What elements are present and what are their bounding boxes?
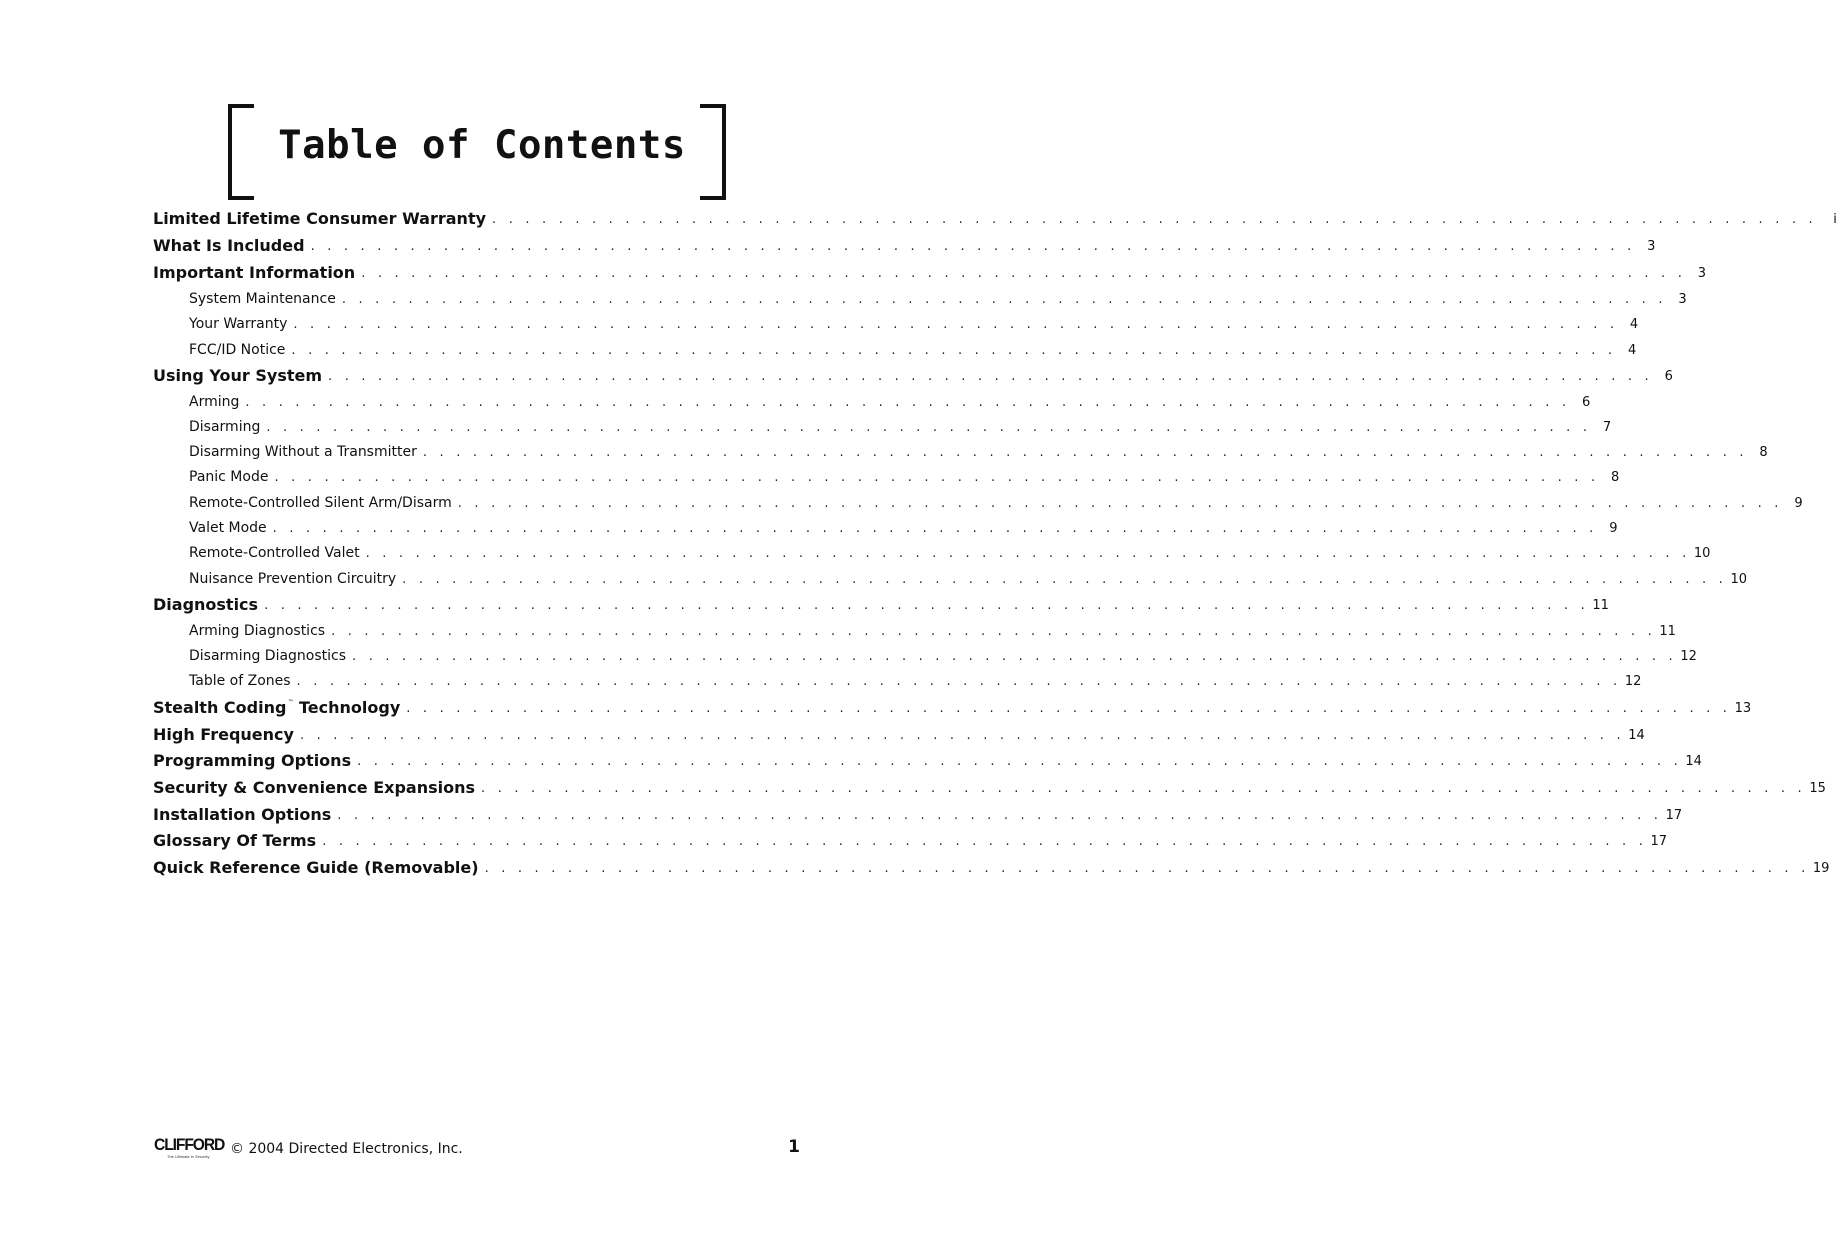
toc-entry-label <box>189 289 342 309</box>
toc-entry-title: Disarming Diagnostics <box>189 648 347 664</box>
title-block <box>228 104 726 198</box>
logo-wordmark: CLIFFORD <box>154 1135 225 1154</box>
toc-entry-label <box>153 831 322 851</box>
toc-entry-label <box>153 236 311 256</box>
toc-entry-label <box>189 493 458 513</box>
trademark-symbol: ™ <box>287 699 294 706</box>
right-bracket-decoration <box>700 104 726 200</box>
dot-leader: . . . . . . . . . . . . . . . . . . . . . . . . . . . . . . . . . . . . . . . . . . . . . . . . . . . . . . . . . . . . . . . . . . . . . . . . . . . . . . . . <box>291 343 1617 358</box>
toc-page-number: 14 <box>1628 728 1645 743</box>
clifford-logo <box>154 1135 225 1164</box>
dot-leader: . . . . . . . . . . . . . . . . . . . . . . . . . . . . . . . . . . . . . . . . . . . . . . . . . . . . . . . . . . . . . . . . . . . . . . . . . . . . . . . . <box>422 445 1748 460</box>
toc-entry-label <box>189 417 266 437</box>
toc-page-number: 12 <box>1680 649 1697 664</box>
toc-subentry <box>189 285 1687 309</box>
dot-leader: . . . . . . . . . . . . . . . . . . . . . . . . . . . . . . . . . . . . . . . . . . . . . . . . . . . . . . . . . . . . . . . . . . . . . . . . . . . . . . . . <box>361 266 1687 281</box>
toc-entry-title: FCC/ID Notice <box>189 342 286 358</box>
toc-entry-title-suffix: Technology <box>293 698 401 717</box>
toc-entry-label <box>189 646 352 666</box>
dot-leader: . . . . . . . . . . . . . . . . . . . . . . . . . . . . . . . . . . . . . . . . . . . . . . . . . . . . . . . . . . . . . . . . . . . . . . . . . . . . . . . . <box>293 317 1619 332</box>
toc-entry-label <box>153 366 328 386</box>
toc-entry-title: Panic Mode <box>189 469 269 485</box>
toc-entry <box>153 591 1609 615</box>
toc-entry-title: Programming Options <box>153 751 352 770</box>
toc-entry-label <box>189 314 293 334</box>
toc-entry-title: Your Warranty <box>189 316 288 332</box>
toc-entry <box>153 801 1683 825</box>
toc-page-number: 19 <box>1812 861 1830 876</box>
toc-entry-label <box>153 751 357 771</box>
copyright-notice: © 2004 Directed Electronics, Inc. <box>230 1141 463 1157</box>
toc-page-number: 8 <box>1759 445 1768 460</box>
toc-page-number: 4 <box>1629 317 1639 332</box>
toc-subentry <box>189 336 1637 360</box>
dot-leader: . . . . . . . . . . . . . . . . . . . . . . . . . . . . . . . . . . . . . . . . . . . . . . . . . . . . . . . . . . . . . . . . . . . . . . . . . . . . . . . . <box>322 834 1648 849</box>
toc-page-number: i <box>1833 212 1837 227</box>
toc-entry-title: Limited Lifetime Consumer Warranty <box>153 209 487 228</box>
toc-entry-title: Glossary Of Terms <box>153 831 317 850</box>
toc-entry-title: Quick Reference Guide (Removable) <box>153 858 479 877</box>
toc-page-number: 9 <box>1794 496 1803 511</box>
toc-page-number: 15 <box>1809 781 1826 796</box>
dot-leader: . . . . . . . . . . . . . . . . . . . . . . . . . . . . . . . . . . . . . . . . . . . . . . . . . . . . . . . . . . . . . . . . . . . . . . . . . . . . . . . . <box>245 395 1571 410</box>
dot-leader: . . . . . . . . . . . . . . . . . . . . . . . . . . . . . . . . . . . . . . . . . . . . . . . . . . . . . . . . . . . . . . . . . . . . . . . . . . . . . . . . <box>481 781 1806 796</box>
toc-entry-label <box>189 392 245 412</box>
toc-page-number: 3 <box>1697 266 1707 281</box>
dot-leader: . . . . . . . . . . . . . . . . . . . . . . . . . . . . . . . . . . . . . . . . . . . . . . . . . . . . . . . . . . . . . . . . . . . . . . . . . . . . . . . . <box>331 624 1656 639</box>
dot-leader: . . . . . . . . . . . . . . . . . . . . . . . . . . . . . . . . . . . . . . . . . . . . . . . . . . . . . . . . . . . . . . . . . . . . . . . . . . . . . . . . <box>328 369 1653 384</box>
toc-entry-label <box>153 595 264 615</box>
dot-leader: . . . . . . . . . . . . . . . . . . . . . . . . . . . . . . . . . . . . . . . . . . . . . . . . . . . . . . . . . . . . . . . . . . . . . . . . . . . . . . . . <box>365 546 1691 561</box>
toc-entry-title: Table of Zones <box>189 673 291 689</box>
dot-leader: . . . . . . . . . . . . . . . . . . . . . . . . . . . . . . . . . . . . . . . . . . . . . . . . . . . . . . . . . . . . . . . . . . . . . . . . . . . . . . . . <box>264 598 1589 613</box>
toc-subentry <box>189 388 1591 412</box>
toc-entry-label <box>189 340 291 360</box>
toc-entry <box>153 694 1752 718</box>
dot-leader: . . . . . . . . . . . . . . . . . . . . . . . . . . . . . . . . . . . . . . . . . . . . . . . . . . . . . . . . . . . . . . . . . . . . . . . . . . . . . . . . <box>402 572 1727 587</box>
dot-leader: . . . . . . . . . . . . . . . . . . . . . . . . . . . . . . . . . . . . . . . . . . . . . . . . . . . . . . . . . . . . . . . . . . . . . . . . . . . . . . . . <box>492 212 1817 227</box>
toc-entry-title: What Is Included <box>153 236 305 255</box>
toc-subentry <box>189 642 1697 666</box>
toc-entry-title: Nuisance Prevention Circuitry <box>189 571 397 587</box>
toc-entry-title: High Frequency <box>153 725 294 744</box>
page-number: 1 <box>788 1137 800 1157</box>
toc-entry-title: Important Information <box>153 263 356 282</box>
toc-entry-title: Arming <box>189 394 240 410</box>
toc-entry-label <box>153 263 361 283</box>
toc-entry-title: Installation Options <box>153 805 332 824</box>
toc-page-number: 4 <box>1627 343 1637 358</box>
toc-entry-label <box>189 442 423 462</box>
toc-subentry <box>189 438 1768 462</box>
toc-entry-label <box>189 543 366 563</box>
toc-page-number: 17 <box>1650 834 1668 849</box>
toc-subentry <box>189 514 1618 538</box>
toc-subentry <box>189 617 1676 641</box>
toc-entry-label <box>189 621 331 641</box>
toc-entry <box>153 774 1826 798</box>
toc-entry-label <box>153 693 406 718</box>
toc-subentry <box>189 489 1803 513</box>
toc-entry-label <box>189 467 274 487</box>
toc-page-number: 6 <box>1664 369 1673 384</box>
toc-page-number: 10 <box>1730 572 1747 587</box>
toc-entry-title: Remote-Controlled Valet <box>189 545 360 561</box>
toc-subentry <box>189 310 1639 334</box>
toc-entry-title: Stealth Coding <box>153 698 287 717</box>
page-title: Table of Contents <box>278 123 686 168</box>
dot-leader: . . . . . . . . . . . . . . . . . . . . . . . . . . . . . . . . . . . . . . . . . . . . . . . . . . . . . . . . . . . . . . . . . . . . . . . . . . . . . . . . <box>299 728 1625 743</box>
dot-leader: . . . . . . . . . . . . . . . . . . . . . . . . . . . . . . . . . . . . . . . . . . . . . . . . . . . . . . . . . . . . . . . . . . . . . . . . . . . . . . . . <box>341 292 1667 307</box>
toc-page-number: 14 <box>1685 754 1702 769</box>
toc-entry <box>153 721 1645 745</box>
toc-entry <box>153 362 1673 386</box>
toc-entry-label <box>189 671 297 691</box>
toc-page-number: 3 <box>1647 239 1656 254</box>
dot-leader: . . . . . . . . . . . . . . . . . . . . . . . . . . . . . . . . . . . . . . . . . . . . . . . . . . . . . . . . . . . . . . . . . . . . . . . . . . . . . . . . <box>310 239 1636 254</box>
dot-leader: . . . . . . . . . . . . . . . . . . . . . . . . . . . . . . . . . . . . . . . . . . . . . . . . . . . . . . . . . . . . . . . . . . . . . . . . . . . . . . . . <box>357 754 1682 769</box>
toc-page-number: 13 <box>1734 701 1752 716</box>
toc-entry <box>153 854 1830 878</box>
toc-subentry <box>189 539 1711 563</box>
dot-leader: . . . . . . . . . . . . . . . . . . . . . . . . . . . . . . . . . . . . . . . . . . . . . . . . . . . . . . . . . . . . . . . . . . . . . . . . . . . . . . . . <box>457 496 1783 511</box>
logo-tagline: The Ultimate in Security <box>167 1154 210 1159</box>
toc-entry-label <box>153 725 300 745</box>
toc-entry <box>153 205 1837 229</box>
toc-entry-title: Disarming Without a Transmitter <box>189 444 417 460</box>
dot-leader: . . . . . . . . . . . . . . . . . . . . . . . . . . . . . . . . . . . . . . . . . . . . . . . . . . . . . . . . . . . . . . . . . . . . . . . . . . . . . . . . <box>352 649 1677 664</box>
toc-page-number: 3 <box>1678 292 1687 307</box>
dot-leader: . . . . . . . . . . . . . . . . . . . . . . . . . . . . . . . . . . . . . . . . . . . . . . . . . . . . . . . . . . . . . . . . . . . . . . . . . . . . . . . . <box>274 470 1600 485</box>
dot-leader: . . . . . . . . . . . . . . . . . . . . . . . . . . . . . . . . . . . . . . . . . . . . . . . . . . . . . . . . . . . . . . . . . . . . . . . . . . . . . . . . <box>337 808 1663 823</box>
dot-leader: . . . . . . . . . . . . . . . . . . . . . . . . . . . . . . . . . . . . . . . . . . . . . . . . . . . . . . . . . . . . . . . . . . . . . . . . . . . . . . . . <box>272 521 1598 536</box>
toc-entry-label <box>153 805 337 825</box>
toc-entry-title: Security & Convenience Expansions <box>153 778 476 797</box>
dot-leader: . . . . . . . . . . . . . . . . . . . . . . . . . . . . . . . . . . . . . . . . . . . . . . . . . . . . . . . . . . . . . . . . . . . . . . . . . . . . . . . . <box>484 861 1810 876</box>
toc-entry-title: Diagnostics <box>153 595 259 614</box>
toc-page-number: 6 <box>1581 395 1591 410</box>
toc-entry <box>153 259 1707 283</box>
toc-entry <box>153 827 1668 851</box>
toc-page-number: 7 <box>1602 420 1612 435</box>
toc-page-number: 9 <box>1609 521 1618 536</box>
toc-entry-label <box>153 209 492 229</box>
toc-subentry <box>189 463 1620 487</box>
toc-entry <box>153 747 1702 771</box>
toc-entry-label <box>153 858 485 878</box>
toc-entry-label <box>189 569 402 589</box>
toc-page-number: 8 <box>1611 470 1620 485</box>
toc-entry-title: Arming Diagnostics <box>189 623 326 639</box>
dot-leader: . . . . . . . . . . . . . . . . . . . . . . . . . . . . . . . . . . . . . . . . . . . . . . . . . . . . . . . . . . . . . . . . . . . . . . . . . . . . . . . . <box>296 674 1622 689</box>
toc-entry <box>153 232 1656 256</box>
dot-leader: . . . . . . . . . . . . . . . . . . . . . . . . . . . . . . . . . . . . . . . . . . . . . . . . . . . . . . . . . . . . . . . . . . . . . . . . . . . . . . . . <box>266 420 1592 435</box>
toc-page-number: 11 <box>1592 598 1609 613</box>
toc-subentry <box>189 413 1612 437</box>
toc-entry-title: System Maintenance <box>189 291 336 307</box>
toc-subentry <box>189 667 1642 691</box>
toc-entry-label <box>153 778 481 798</box>
toc-entry-title: Using Your System <box>153 366 323 385</box>
toc-entry-title: Valet Mode <box>189 520 267 536</box>
dot-leader: . . . . . . . . . . . . . . . . . . . . . . . . . . . . . . . . . . . . . . . . . . . . . . . . . . . . . . . . . . . . . . . . . . . . . . . . . . . . . . . . <box>406 701 1732 716</box>
toc-page-number: 17 <box>1665 808 1683 823</box>
toc-page-number: 11 <box>1659 624 1676 639</box>
toc-subentry <box>189 565 1747 589</box>
toc-entry-title: Disarming <box>189 419 261 435</box>
toc-entry-label <box>189 518 273 538</box>
toc-page-number: 12 <box>1624 674 1642 689</box>
toc-entry-title: Remote-Controlled Silent Arm/Disarm <box>189 495 452 511</box>
toc-page-number: 10 <box>1693 546 1711 561</box>
